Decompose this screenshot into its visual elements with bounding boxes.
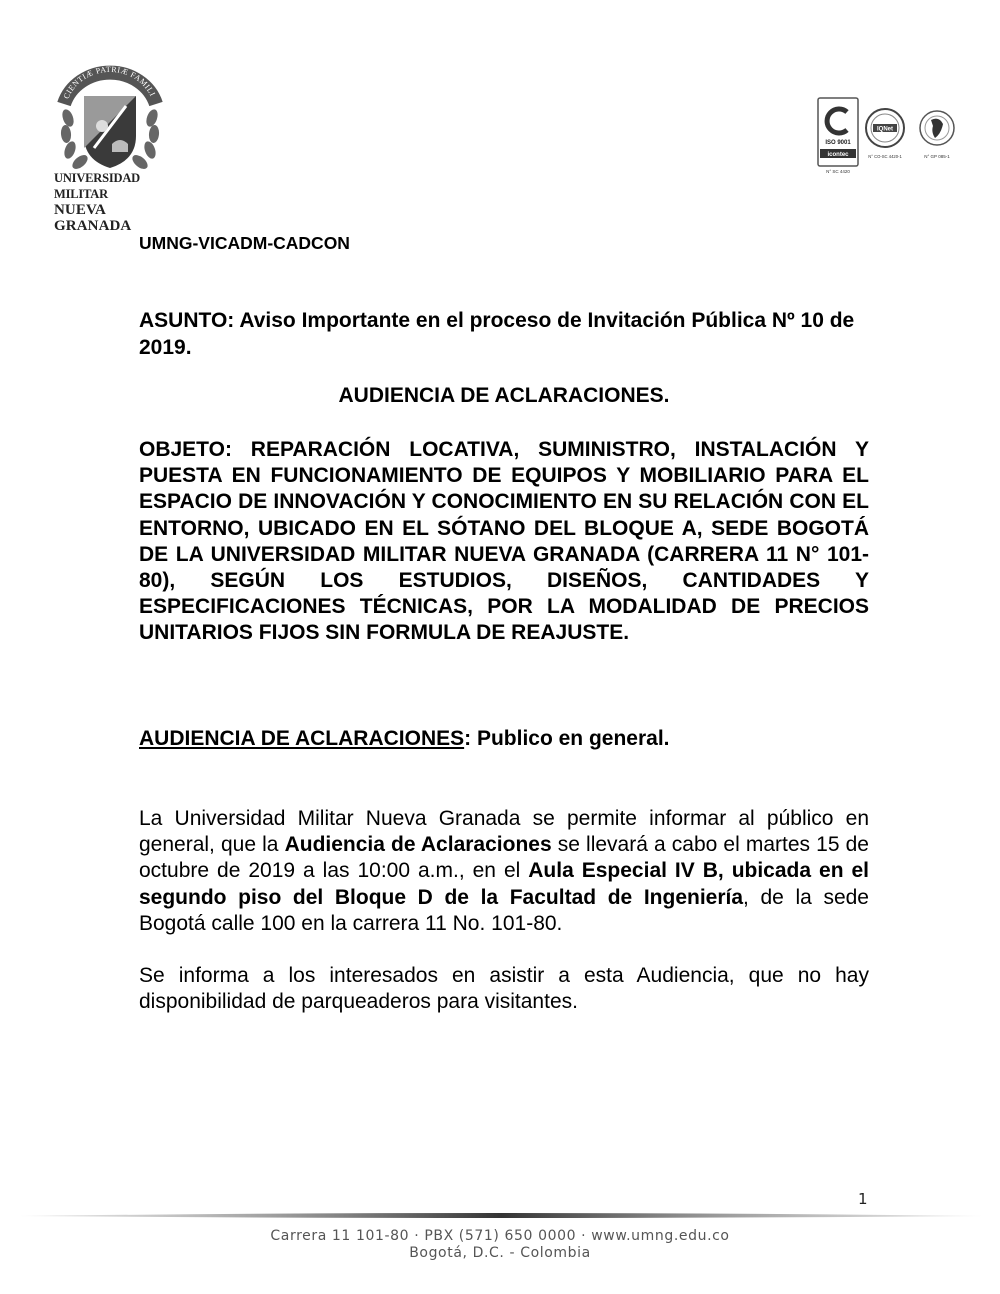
iso-label: ISO 9001 [825,140,851,146]
object-paragraph: OBJETO: REPARACIÓN LOCATIVA, SUMINISTRO, INSTALACIÓN Y PUESTA EN FUNCIONAMIENTO DE EQUIPOS Y MOBILIARIO PARA EL ESPACIO DE INNOVACIÓN Y CONOCIMIENTO EN SU RELACIÓN CON EL ENTORNO, UBICADO EN EL SÓTANO DEL BLOQUE A, SEDE BOGOTÁ DE LA UNIVERSIDAD MILITAR NUEVA GRANADA (CARRERA 11 N° 101-80), SEGÚN LOS ESTUDIOS, DISEÑOS, CANTIDADES Y ESPECIFICACIONES TÉCNICAS, POR LA MODALIDAD DE PRECIOS UNITARIOS FIJOS SIN FORMULA DE REAJUSTE. [139,438,869,645]
page-number: 1 [858,1190,868,1208]
audience-value: : Publico en general. [464,727,670,750]
logo-motto: CIENTIÆ PATRIÆ FAMILI [61,64,158,101]
icontec-iso-9001-seal-icon [818,98,858,174]
university-crest-icon [46,56,174,176]
parking-notice-paragraph: Se informa a los interesados en asistir a esta Audiencia, que no hay disponibilidad de parqueaderos para visitantes. [139,964,869,1014]
subject-line: ASUNTO: Aviso Importante en el proceso de Invitación Pública Nº 10 de 2019. [139,309,855,359]
iqnet-seal-icon [866,109,904,159]
iqnet-number: N° CO-SC 4420-1 [868,154,902,159]
footer-divider [20,1208,982,1218]
section-title: AUDIENCIA DE ACLARACIONES. [338,384,670,407]
iqnet-label: IQNet [876,126,894,133]
gp-number: N° GP 085-1 [924,154,950,159]
document-reference: UMNG-VICADM-CADCON [139,233,350,253]
logo-name-line1: UNIVERSIDAD MILITAR [54,171,141,201]
footer-city: Bogotá, D.C. - Colombia [409,1245,591,1261]
icontec-number: N° SC 4420 [826,169,850,174]
p1-text-2: se llevará a cabo el martes 15 de octubre de 2019 a las 10:00 a.m., en el [139,833,869,883]
announcement-paragraph [139,806,869,937]
logo-wordmark [54,170,174,234]
icontec-label: icontec [827,152,849,158]
audience-label [139,727,464,750]
audience-label-text: AUDIENCIA DE ACLARACIONES [139,727,465,750]
audience-line [139,727,670,751]
logo-name-line2: NUEVA GRANADA [54,202,132,234]
p1-text-3: , de la sede Bogotá calle 100 en la carrera 11 No. 101-80. [139,885,869,935]
p1-bold-1: Audiencia de Aclaraciones [284,833,552,857]
gp-certification-seal-icon [920,111,954,159]
footer-address: Carrera 11 101-80 · PBX (571) 650 0000 · www.umng.edu.co [270,1228,730,1244]
p1-bold-2: Aula Especial IV B, ubicada en el segundo piso del Bloque D de la Facultad de Ingeniería [139,859,869,909]
p1-text-1: La Universidad Militar Nueva Granada se permite informar al público en general, que la [139,807,869,857]
certification-seals [815,96,960,176]
